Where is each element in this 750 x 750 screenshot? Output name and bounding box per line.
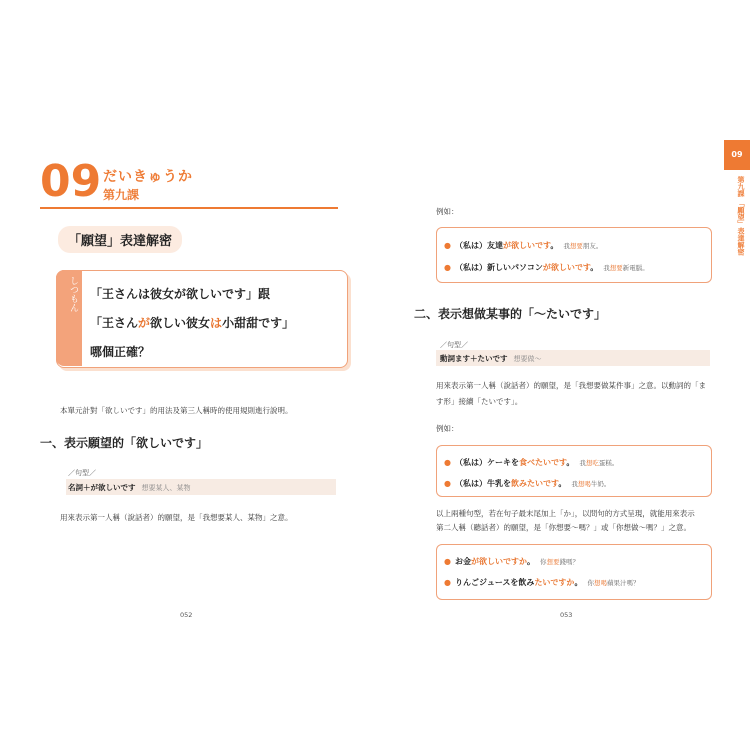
description-text: 第二人稱（聽話者）的願望，是「你想要～嗎？」或「你想做～嗎？」之意。	[436, 523, 691, 532]
example-label: 例如：	[436, 207, 459, 216]
example-row: ● お金が欲しいですか。 你想要錢嗎？	[444, 557, 579, 566]
quiz-line-2-particle: は	[210, 316, 223, 330]
example-text: 。	[526, 557, 535, 566]
example-gloss: 我想喝牛奶。	[571, 480, 611, 488]
quiz-line-2-part: 小甜甜です」	[222, 316, 295, 330]
example-text: 。	[574, 578, 583, 587]
description-text: 用來表示第一人稱（說話者）的願望，是「我想要某人、某物」之意。	[60, 513, 293, 522]
example-text: 。	[558, 479, 567, 488]
example-highlight: たいですか	[534, 578, 575, 587]
pattern-formula: 動詞ます＋たいです	[440, 354, 508, 363]
example-box-3	[436, 544, 712, 600]
page-number-right: 053	[560, 611, 573, 619]
example-gloss: 我想要新電腦。	[603, 264, 649, 272]
chapter-side-label: 第九課 「願望」表達解密	[737, 176, 745, 256]
heading-one: 一、表示願望的「欲しいです」	[40, 436, 209, 450]
example-row: ● （私は）ケーキを食べたいです。 我想吃蛋糕。	[444, 458, 619, 467]
description-text: 以上兩種句型，若在句子最末尾加上「か」，以問句的方式呈現，就能用來表示	[436, 509, 695, 518]
quiz-tab-label: しつもん	[68, 276, 78, 312]
example-row: ● （私は）新しいパソコンが欲しいです。 我想要新電腦。	[444, 263, 649, 272]
pattern-gloss: 想要做～	[513, 355, 542, 363]
chapter-tab: 09	[724, 140, 750, 170]
example-text: （私は）ケーキを	[454, 458, 519, 467]
example-highlight: が欲しいです	[502, 241, 551, 250]
quiz-line-2	[90, 314, 294, 331]
section-title: 「願望」表達解密	[58, 226, 182, 253]
example-text: 。	[590, 263, 599, 272]
quiz-line-2-part: 欲しい彼女	[150, 316, 211, 330]
example-text: （私は）牛乳を	[454, 479, 511, 488]
pattern-gloss: 想要某人、某物	[141, 484, 191, 492]
lesson-number: 09	[40, 156, 102, 207]
quiz-line-3: 哪個正確？	[90, 345, 151, 359]
example-text: りんごジュースを飲み	[454, 578, 535, 587]
pattern-text	[440, 353, 542, 364]
description-text: 用來表示第一人稱（說話者）的願望，是「我想要做某件事」之意。以動詞的「ま	[436, 381, 706, 390]
heading-two: 二、表示想做某事的「～たいです」	[414, 307, 607, 321]
page-number-left: 052	[180, 611, 193, 619]
example-highlight: 食べたいです	[518, 458, 567, 467]
quiz-line-2-part: 「王さん	[90, 316, 139, 330]
example-box-1	[436, 227, 712, 283]
lesson-title: 第九課	[103, 188, 140, 202]
pattern-label: ／句型／	[440, 341, 468, 349]
example-text: （私は）新しいパソコン	[454, 263, 543, 272]
example-highlight: が欲しいですか	[470, 557, 527, 566]
example-highlight: 飲みたいです	[510, 479, 559, 488]
example-highlight: が欲しいです	[542, 263, 591, 272]
example-text: 。	[550, 241, 559, 250]
example-text: 。	[566, 458, 575, 467]
example-label: 例如：	[436, 424, 459, 433]
quiz-line-2-particle: が	[138, 316, 151, 330]
title-rule	[40, 207, 338, 209]
intro-text: 本單元計對「欲しいです」的用法及第三人稱時的使用規則進行說明。	[60, 406, 293, 415]
pattern-label: ／句型／	[68, 469, 96, 477]
example-row: ● りんごジュースを飲みたいですか。 你想喝蘋果汁嗎？	[444, 578, 640, 587]
pattern-text	[68, 482, 191, 493]
pattern-formula: 名詞＋が欲しいです	[68, 483, 136, 492]
example-text: お金	[454, 557, 471, 566]
description-text: す形」接續「たいです」。	[436, 397, 523, 406]
example-gloss: 我想吃蛋糕。	[579, 459, 619, 467]
example-row: ● （私は）牛乳を飲みたいです。 我想喝牛奶。	[444, 479, 611, 488]
quiz-line-1: 「王さんは彼女が欲しいです」跟	[90, 287, 271, 301]
example-gloss: 我想要朋友。	[563, 242, 603, 250]
example-gloss: 你想喝蘋果汁嗎？	[587, 579, 640, 587]
example-row: ● （私は）友達が欲しいです。 我想要朋友。	[444, 241, 603, 250]
example-box-2	[436, 445, 712, 497]
example-gloss: 你想要錢嗎？	[539, 558, 579, 566]
example-text: （私は）友達	[454, 241, 503, 250]
lesson-kana: だいきゅうか	[103, 169, 193, 185]
